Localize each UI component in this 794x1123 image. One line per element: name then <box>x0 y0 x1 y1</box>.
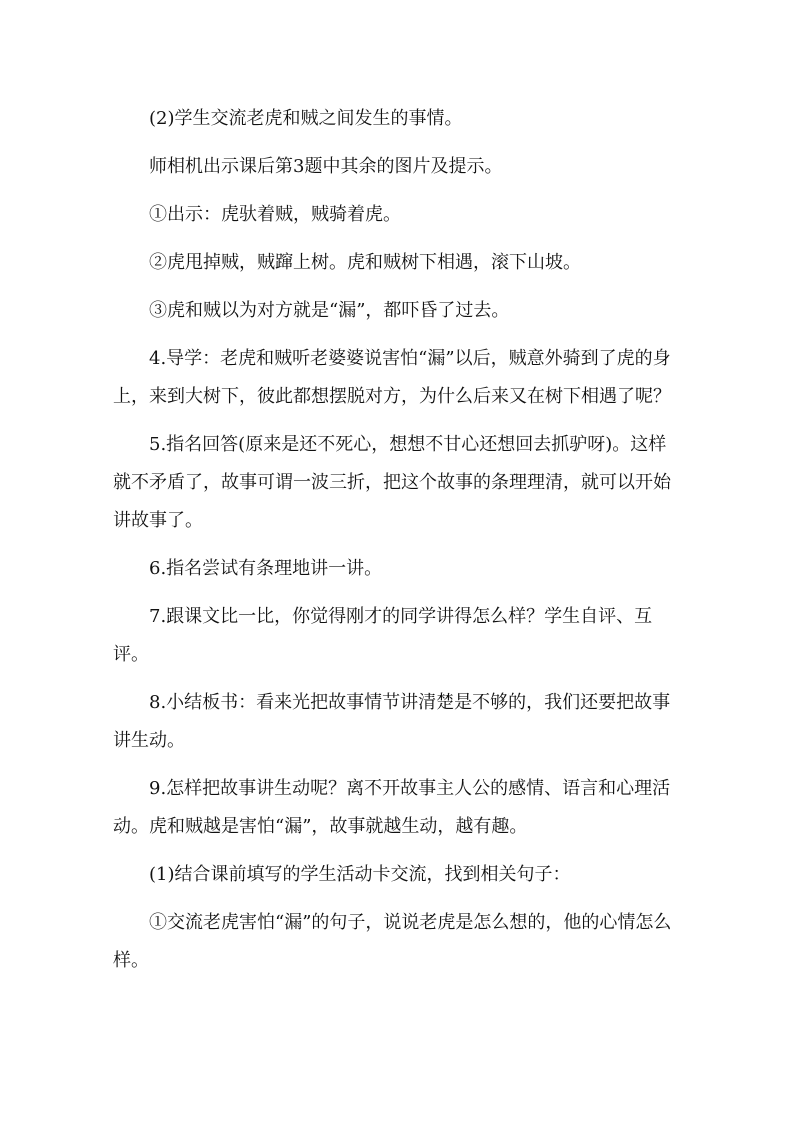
paragraph-12: (1)结合课前填写的学生活动卡交流，找到相关句子： <box>149 864 571 885</box>
paragraph-13: ①交流老虎害怕“漏”的句子，说说老虎是怎么想的，他的心情怎么样。 <box>113 912 672 971</box>
paragraph-10: 8.小结板书：看来光把故事情节讲清楚是不够的，我们还要把故事讲生动。 <box>113 692 671 751</box>
paragraph-3: ①出示：虎驮着贼，贼骑着虎。 <box>149 204 401 225</box>
paragraph-9: 7.跟课文比一比，你觉得刚才的同学讲得怎么样？学生自评、互评。 <box>113 606 653 665</box>
paragraph-5: ③虎和贼以为对方就是“漏”，都吓昏了过去。 <box>149 300 510 321</box>
paragraph-8: 6.指名尝试有条理地讲一讲。 <box>149 558 383 579</box>
paragraph-7: 5.指名回答(原来是还不死心，想想不甘心还想回去抓驴呀)。这样就不矛盾了，故事可谓一波三折，把这个故事的条理理清，就可以开始讲故事了。 <box>113 434 671 531</box>
paragraph-1: (2)学生交流老虎和贼之间发生的事情。 <box>149 108 463 129</box>
document-body <box>113 100 679 980</box>
paragraph-11: 9.怎样把故事讲生动呢？离不开故事主人公的感情、语言和心理活动。虎和贼越是害怕“漏”，故事就越生动，越有趣。 <box>113 778 671 837</box>
paragraph-4: ②虎甩掉贼，贼蹿上树。虎和贼树下相遇，滚下山坡。 <box>149 252 581 273</box>
paragraph-6: 4.导学：老虎和贼听老婆婆说害怕“漏”以后，贼意外骑到了虎的身上，来到大树下，彼此都想摆脱对方，为什么后来又在树下相遇了呢？ <box>113 348 671 407</box>
paragraph-2: 师相机出示课后第3题中其余的图片及提示。 <box>149 156 503 177</box>
